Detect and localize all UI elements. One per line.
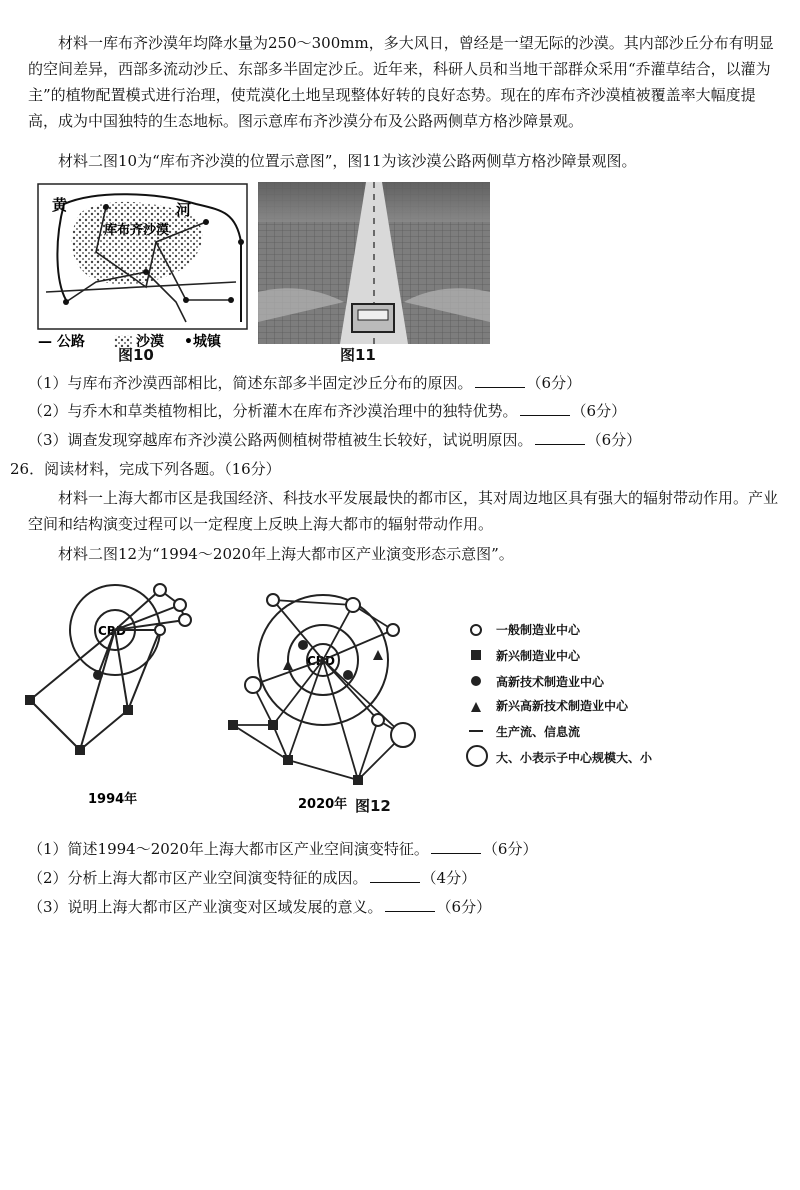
answer-blank[interactable] [475,373,525,388]
kubuqi-question-1: （1）与库布齐沙漠西部相比，简述东部多半固定沙丘分布的原因。 （6分） [28,374,582,392]
town [228,297,234,303]
q26-question-1: （1）简述1994～2020年上海大都市区产业空间演变特征。 （6分） [28,840,538,858]
legend-item-4: 生产流、信息流 [496,725,581,739]
legend-general-icon [471,625,481,635]
figure-12-legend [466,618,716,778]
year-2020: 2020年 [298,797,348,812]
legend-desert: 沙漠 [136,334,164,350]
material-1-kubuqi: 材料一库布齐沙漠年均降水量为250～300mm，多大风日，曾经是一望无际的沙漠。其内部沙丘分布有明显的空间差异，西部多流动沙丘、东部多半固定沙丘。近年来，科研人员和当地干部群众采用“乔灌草结合，以灌为主”的植物配置模式进行治理，使荒漠化土地呈现整体好转的良好态势。现在的库布齐沙漠植被覆盖率大幅度提高，成为中国独特的生态地标。图示意库布齐沙漠分布及公路两侧草方格沙障景观。 [28,34,774,130]
answer-blank[interactable] [370,868,420,883]
label-he: 河 [176,201,192,219]
town [183,297,189,303]
answer-blank[interactable] [520,401,570,416]
kubuqi-question-2: （2）与乔木和草类植物相比，分析灌木在库布齐沙漠治理中的独特优势。 （6分） [28,402,627,420]
town [238,239,244,245]
material-1-shanghai: 材料一上海大都市区是我国经济、科技水平发展最快的都市区，其对周边地区具有强大的辐射带动作用。产业空间和结构演变过程可以一定程度上反映上海大都市的辐射带动作用。 [28,489,779,533]
legend-emerging-hitech-icon [471,702,481,712]
figure-12-1994 [20,575,210,810]
cbd-label: CBD [307,654,335,668]
legend-item-0: 一般制造业中心 [496,623,581,637]
q26-question-3: （3）说明上海大都市区产业演变对区域发展的意义。 （6分） [28,898,492,916]
figure-12-2020 [228,575,438,815]
legend-town: •城镇 [184,334,221,350]
legend-item-3: 新兴高新技术制造业中心 [496,699,629,713]
answer-blank[interactable] [431,839,481,854]
material-2-kubuqi: 材料二图10为“库布齐沙漠的位置示意图”，图11为该沙漠公路两侧草方格沙障景观图。 [58,152,637,170]
kubuqi-question-3: （3）调查发现穿越库布齐沙漠公路两侧植树带植被生长较好，试说明原因。 （6分） [28,431,642,449]
town [103,204,109,210]
legend-road: — 公路 [38,334,85,350]
label-desert: 库布齐沙漠 [104,223,170,238]
year-1994: 1994年 [88,792,138,807]
legend-item-1: 新兴制造业中心 [496,649,581,663]
legend-hitech-icon [471,676,481,686]
question-26-heading: 26．阅读材料，完成下列各题。（16分） [10,460,281,478]
town [63,299,69,305]
figure-11-photo [258,182,490,344]
answer-blank[interactable] [385,897,435,912]
legend-size-icon [467,746,487,766]
answer-blank[interactable] [535,430,585,445]
town [203,219,209,225]
legend-emerging-icon [471,650,481,660]
material-2-shanghai: 材料二图12为“1994～2020年上海大都市区产业演变形态示意图”。 [58,545,514,563]
q26-question-2: （2）分析上海大都市区产业空间演变特征的成因。 （4分） [28,869,477,887]
label-huang: 黄 [52,196,68,214]
town [143,269,149,275]
cbd-label: CBD [98,624,126,638]
figure-11-caption: 图11 [340,346,376,364]
legend-item-2: 高新技术制造业中心 [496,675,605,689]
legend-item-5: 大、小表示子中心规模大、小 [496,751,653,765]
figure-10-map [36,182,250,362]
figure-10-caption: 图10 [118,346,154,364]
figure-12-caption: 图12 [355,797,391,815]
